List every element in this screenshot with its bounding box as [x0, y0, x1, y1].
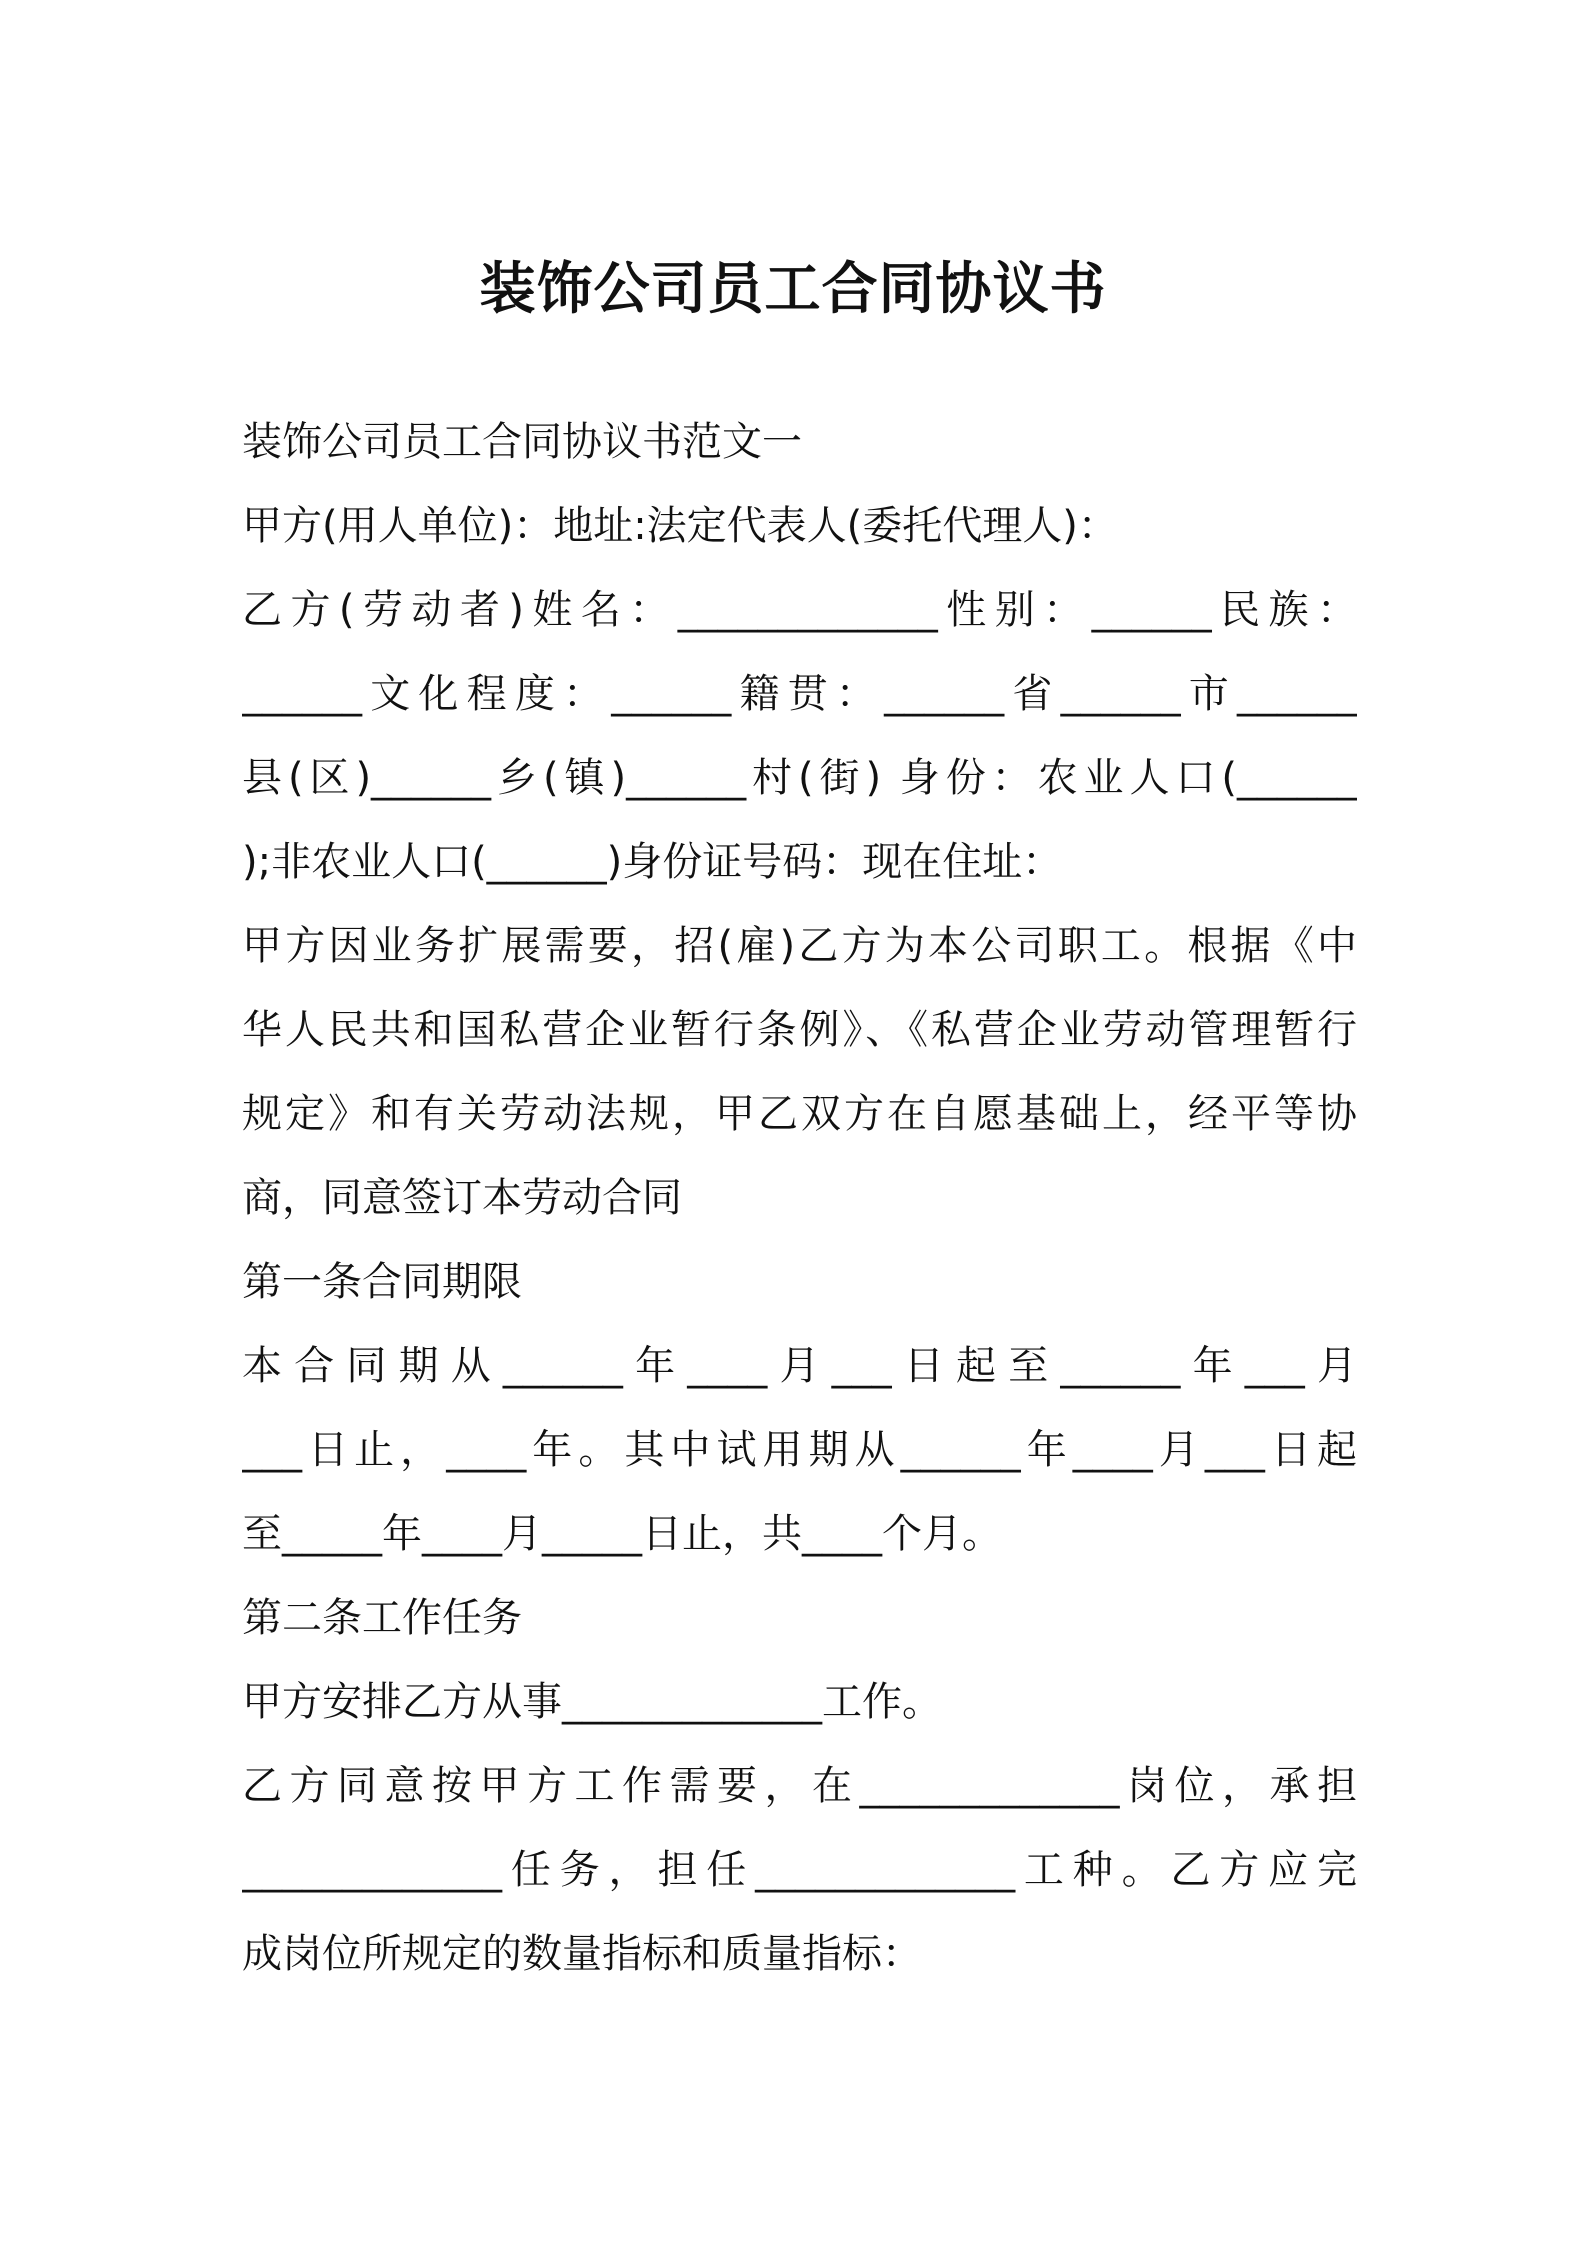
- text-line: 县(区)______乡(镇)______村(街) 身份：农业人口(______: [242, 755, 1357, 801]
- text-line: 甲方(用人单位)：地址:法定代表人(委托代理人)：: [242, 503, 1118, 549]
- text-line: 商，同意签订本劳动合同: [242, 1175, 682, 1221]
- paragraph-heading: 装饰公司员工合同协议书范文一: [242, 419, 802, 465]
- text-line: ______文化程度：______籍贯：______省______市______: [242, 671, 1357, 717]
- text-line: 华人民共和国私营企业暂行条例》、《私营企业劳动管理暂行: [242, 1007, 1357, 1053]
- text-line: );非农业人口(______)身份证号码：现在住址：: [242, 839, 1063, 885]
- text-line: ___日止，____年。其中试用期从______年____月___日起: [242, 1427, 1357, 1473]
- section-heading: 第一条合同期限: [242, 1259, 522, 1305]
- text-line: 本合同期从______年____月___日起至______年___月: [242, 1343, 1357, 1389]
- text-line: 甲方因业务扩展需要，招(雇)乙方为本公司职工。根据《中: [242, 923, 1357, 969]
- text-line: 至_____年____月_____日止，共____个月。: [242, 1511, 1002, 1557]
- text-line: 乙方同意按甲方工作需要，在_____________岗位，承担: [242, 1763, 1357, 1809]
- text-line: 乙方(劳动者)姓名：_____________性别：______民族：: [242, 587, 1357, 633]
- text-line: 成岗位所规定的数量指标和质量指标：: [242, 1931, 922, 1977]
- section-heading: 第二条工作任务: [242, 1595, 522, 1641]
- document-title: 装饰公司员工合同协议书: [479, 257, 1107, 322]
- text-line: 规定》和有关劳动法规，甲乙双方在自愿基础上，经平等协: [242, 1091, 1357, 1137]
- text-line: 甲方安排乙方从事_____________工作。: [242, 1679, 942, 1725]
- text-line: _____________任务，担任_____________工种。乙方应完: [242, 1847, 1357, 1893]
